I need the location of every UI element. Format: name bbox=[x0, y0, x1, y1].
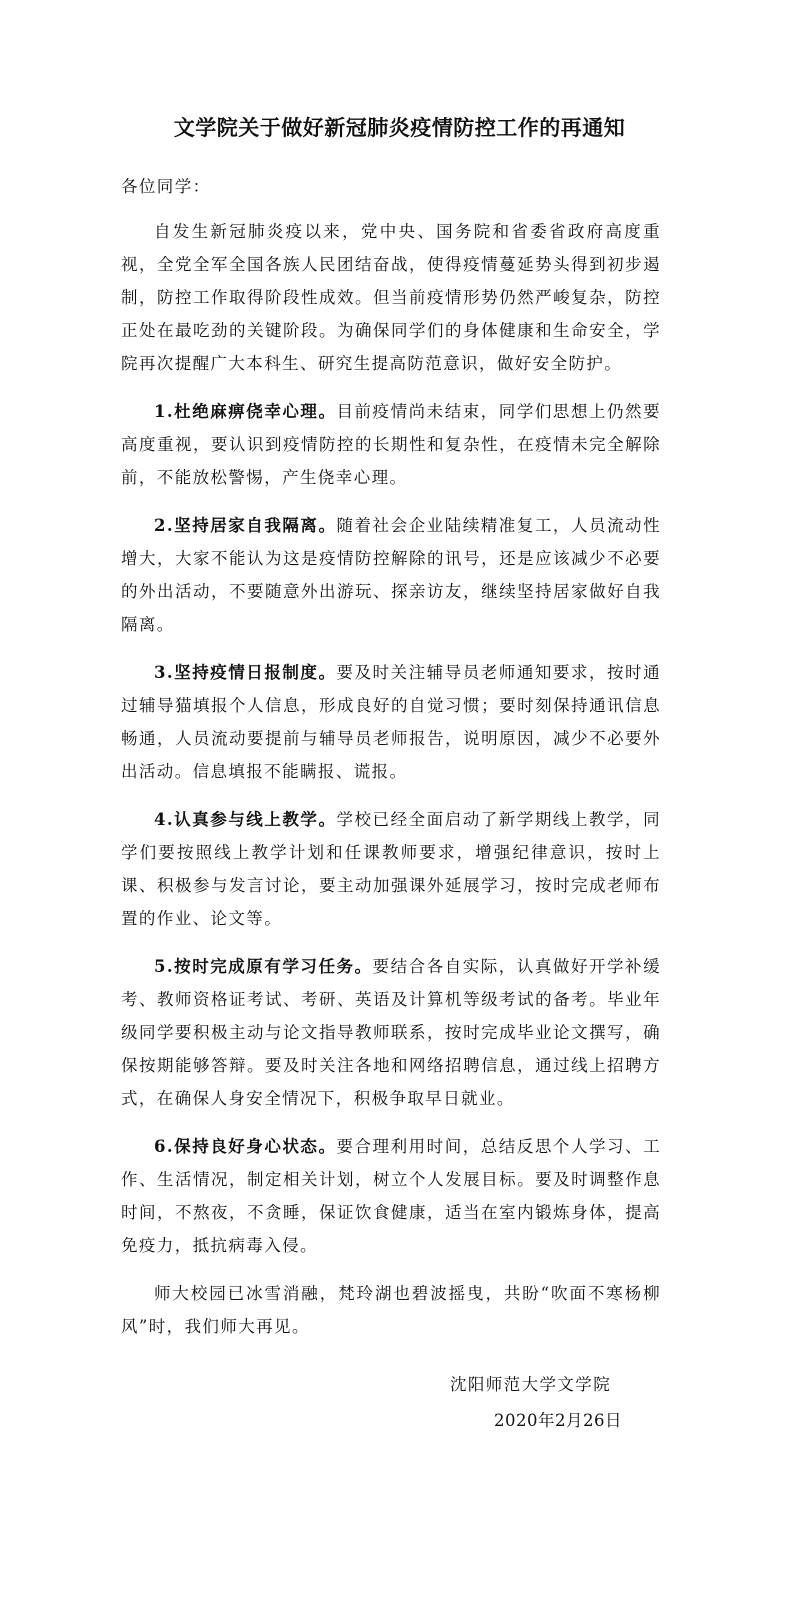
item-5-heading: 5.按时完成原有学习任务。 bbox=[154, 957, 373, 976]
item-6-paragraph bbox=[121, 1130, 661, 1262]
item-2-text: 随着社会企业陆续精准复工，人员流动性增大，大家不能认为这是疫情防控解除的讯号，还是应该减少不必要的外出活动，不要随意外出游玩、探亲访友，继续坚持居家做好自我隔离。 bbox=[121, 516, 661, 634]
item-6-heading: 6.保持良好身心状态。 bbox=[154, 1137, 337, 1156]
item-1-text: 目前疫情尚未结束，同学们思想上仍然要高度重视，要认识到疫情防控的长期性和复杂性，在疫情未完全解除前，不能放松警惕，产生侥幸心理。 bbox=[121, 402, 661, 487]
item-3-text: 要及时关注辅导员老师通知要求，按时通过辅导猫填报个人信息，形成良好的自觉习惯；要时刻保持通讯信息畅通，人员流动要提前与辅导员老师报告，说明原因，减少不必要外出活动。信息填报不能瞒报、谎报。 bbox=[121, 663, 661, 781]
item-2-paragraph bbox=[121, 509, 661, 641]
date: 2020年2月26日 bbox=[494, 1411, 622, 1430]
item-3-heading: 3.坚持疫情日报制度。 bbox=[154, 663, 337, 682]
salutation: 各位同学： bbox=[121, 177, 211, 196]
item-5-text: 要结合各自实际，认真做好开学补缓考、教师资格证考试、考研、英语及计算机等级考试的备考。毕业年级同学要积极主动与论文指导教师联系，按时完成毕业论文撰写，确保按期能够答辩。要及时关注各地和网络招聘信息，通过线上招聘方式，在确保人身安全情况下，积极争取早日就业。 bbox=[121, 957, 661, 1108]
item-6-text: 要合理利用时间，总结反思个人学习、工作、生活情况，制定相关计划，树立个人发展目标。要及时调整作息时间，不熬夜，不贪睡，保证饮食健康，适当在室内锻炼身体，提高免疫力，抵抗病毒入侵。 bbox=[121, 1137, 661, 1255]
item-4-paragraph bbox=[121, 803, 661, 935]
item-3-paragraph bbox=[121, 656, 661, 788]
item-1-paragraph bbox=[121, 395, 661, 494]
item-5-paragraph bbox=[121, 950, 661, 1115]
document-title: 文学院关于做好新冠肺炎疫情防控工作的再通知 bbox=[173, 116, 626, 140]
item-2-heading: 2.坚持居家自我隔离。 bbox=[154, 516, 337, 535]
closing-paragraph: 师大校园已冰雪消融，梵玲湖也碧波摇曳，共盼“吹面不寒杨柳风”时，我们师大再见。 bbox=[121, 1284, 661, 1336]
document-body bbox=[121, 170, 661, 1343]
item-4-heading: 4.认真参与线上教学。 bbox=[154, 810, 337, 829]
signature: 沈阳师范大学文学院 bbox=[450, 1375, 612, 1394]
item-1-heading: 1.杜绝麻痹侥幸心理。 bbox=[154, 402, 337, 421]
intro-paragraph: 自发生新冠肺炎疫以来，党中央、国务院和省委省政府高度重视，全党全军全国各族人民团结奋战，使得疫情蔓延势头得到初步遏制，防控工作取得阶段性成效。但当前疫情形势仍然严峻复杂，防控正处在最吃劲的关键阶段。为确保同学们的身体健康和生命安全，学院再次提醒广大本科生、研究生提高防范意识，做好安全防护。 bbox=[121, 222, 661, 373]
item-4-text: 学校已经全面启动了新学期线上教学，同学们要按照线上教学计划和任课教师要求，增强纪律意识，按时上课、积极参与发言讨论，要主动加强课外延展学习，按时完成老师布置的作业、论文等。 bbox=[121, 810, 661, 928]
